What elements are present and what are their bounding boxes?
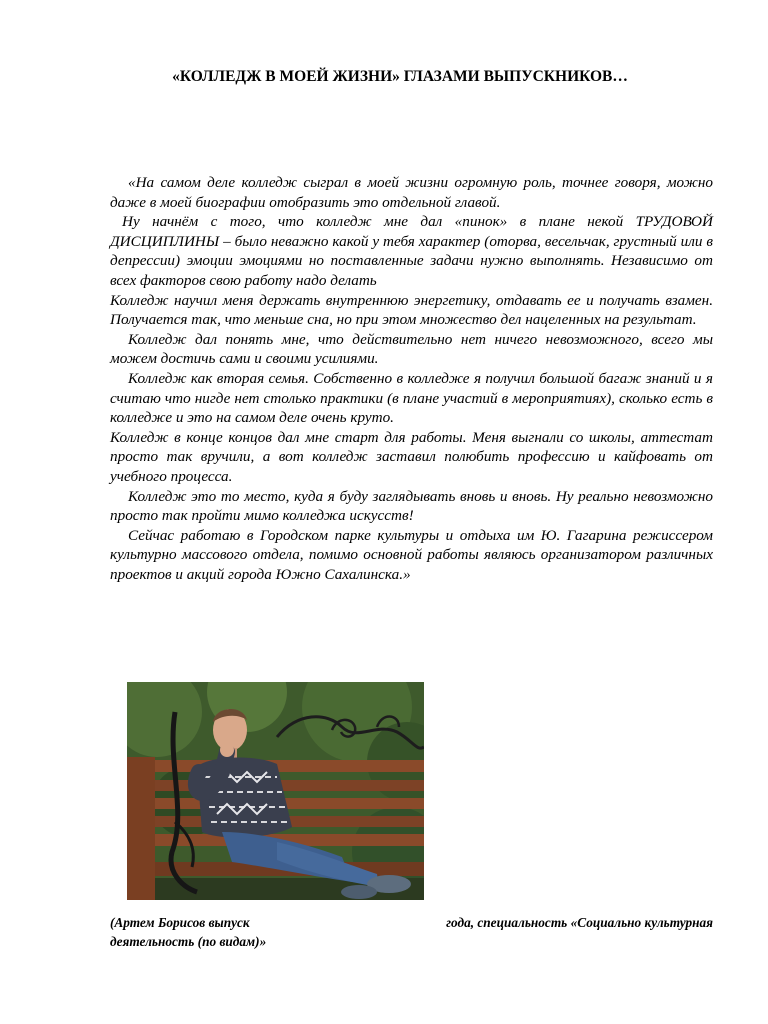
caption-name: (Артем Борисов выпуск <box>110 915 250 930</box>
paragraph-4: Колледж дал понять мне, что действительно нет ничего невозможного, всего мы можем достичь сами и своими усилиями. <box>110 330 713 368</box>
photo-caption <box>110 913 713 951</box>
paragraph-1: «На самом деле колледж сыграл в моей жизни огромную роль, точнее говоря, можно даже в моей биографии отобразить это отдельной главой. <box>110 174 713 211</box>
testimonial-text <box>110 173 713 584</box>
paragraph-5: Колледж как вторая семья. Собственно в колледже я получил большой багаж знаний и я считаю что нигде нет столько практики (в плане участий в мероприятиях), сколько есть в колледже и это на самом деле очень круто. <box>110 369 713 427</box>
paragraph-3: Колледж научил меня держать внутреннюю энергетику, отдавать ее и получать взамен. Получается так, что меньше сна, но при этом множество дел нацеленных на результат. <box>110 291 713 329</box>
paragraph-6: Колледж в конце концов дал мне старт для работы. Меня выгнали со школы, аттестат просто так вручили, а вот колледж заставил полюбить профессию и кайфовать от учебного процесса. <box>110 428 713 485</box>
caption-line-2: деятельность (по видам)» <box>110 934 267 949</box>
graduate-photo <box>127 682 424 900</box>
paragraph-7: Колледж это то место, куда я буду заглядывать вновь и вновь. Ну реально невозможно просто так пройти мимо колледжа искусств! <box>110 487 713 525</box>
caption-specialty: года, специальность «Социально культурная <box>446 915 713 930</box>
paragraph-8: Сейчас работаю в Городском парке культуры и отдыха им Ю. Гагарина режиссером культурно массового отдела, помимо основной работы являюсь организатором различных проектов и акций города Южно Сахалинска.» <box>110 526 713 583</box>
page-title: «КОЛЛЕДЖ В МОЕЙ ЖИЗНИ» ГЛАЗАМИ ВЫПУСКНИКОВ… <box>172 68 628 85</box>
paragraph-2: Ну начнём с того, что колледж мне дал «пинок» в плане некой ТРУДОВОЙ ДИСЦИПЛИНЫ – было неважно какой у тебя характер (оторва, весельчак, грустный или в депрессии) эмоции эмоциями но поставленные задачи нужно выполнять. Независимо от всех факторов свою работу надо делать <box>110 213 713 289</box>
caption-line-1 <box>110 913 713 932</box>
